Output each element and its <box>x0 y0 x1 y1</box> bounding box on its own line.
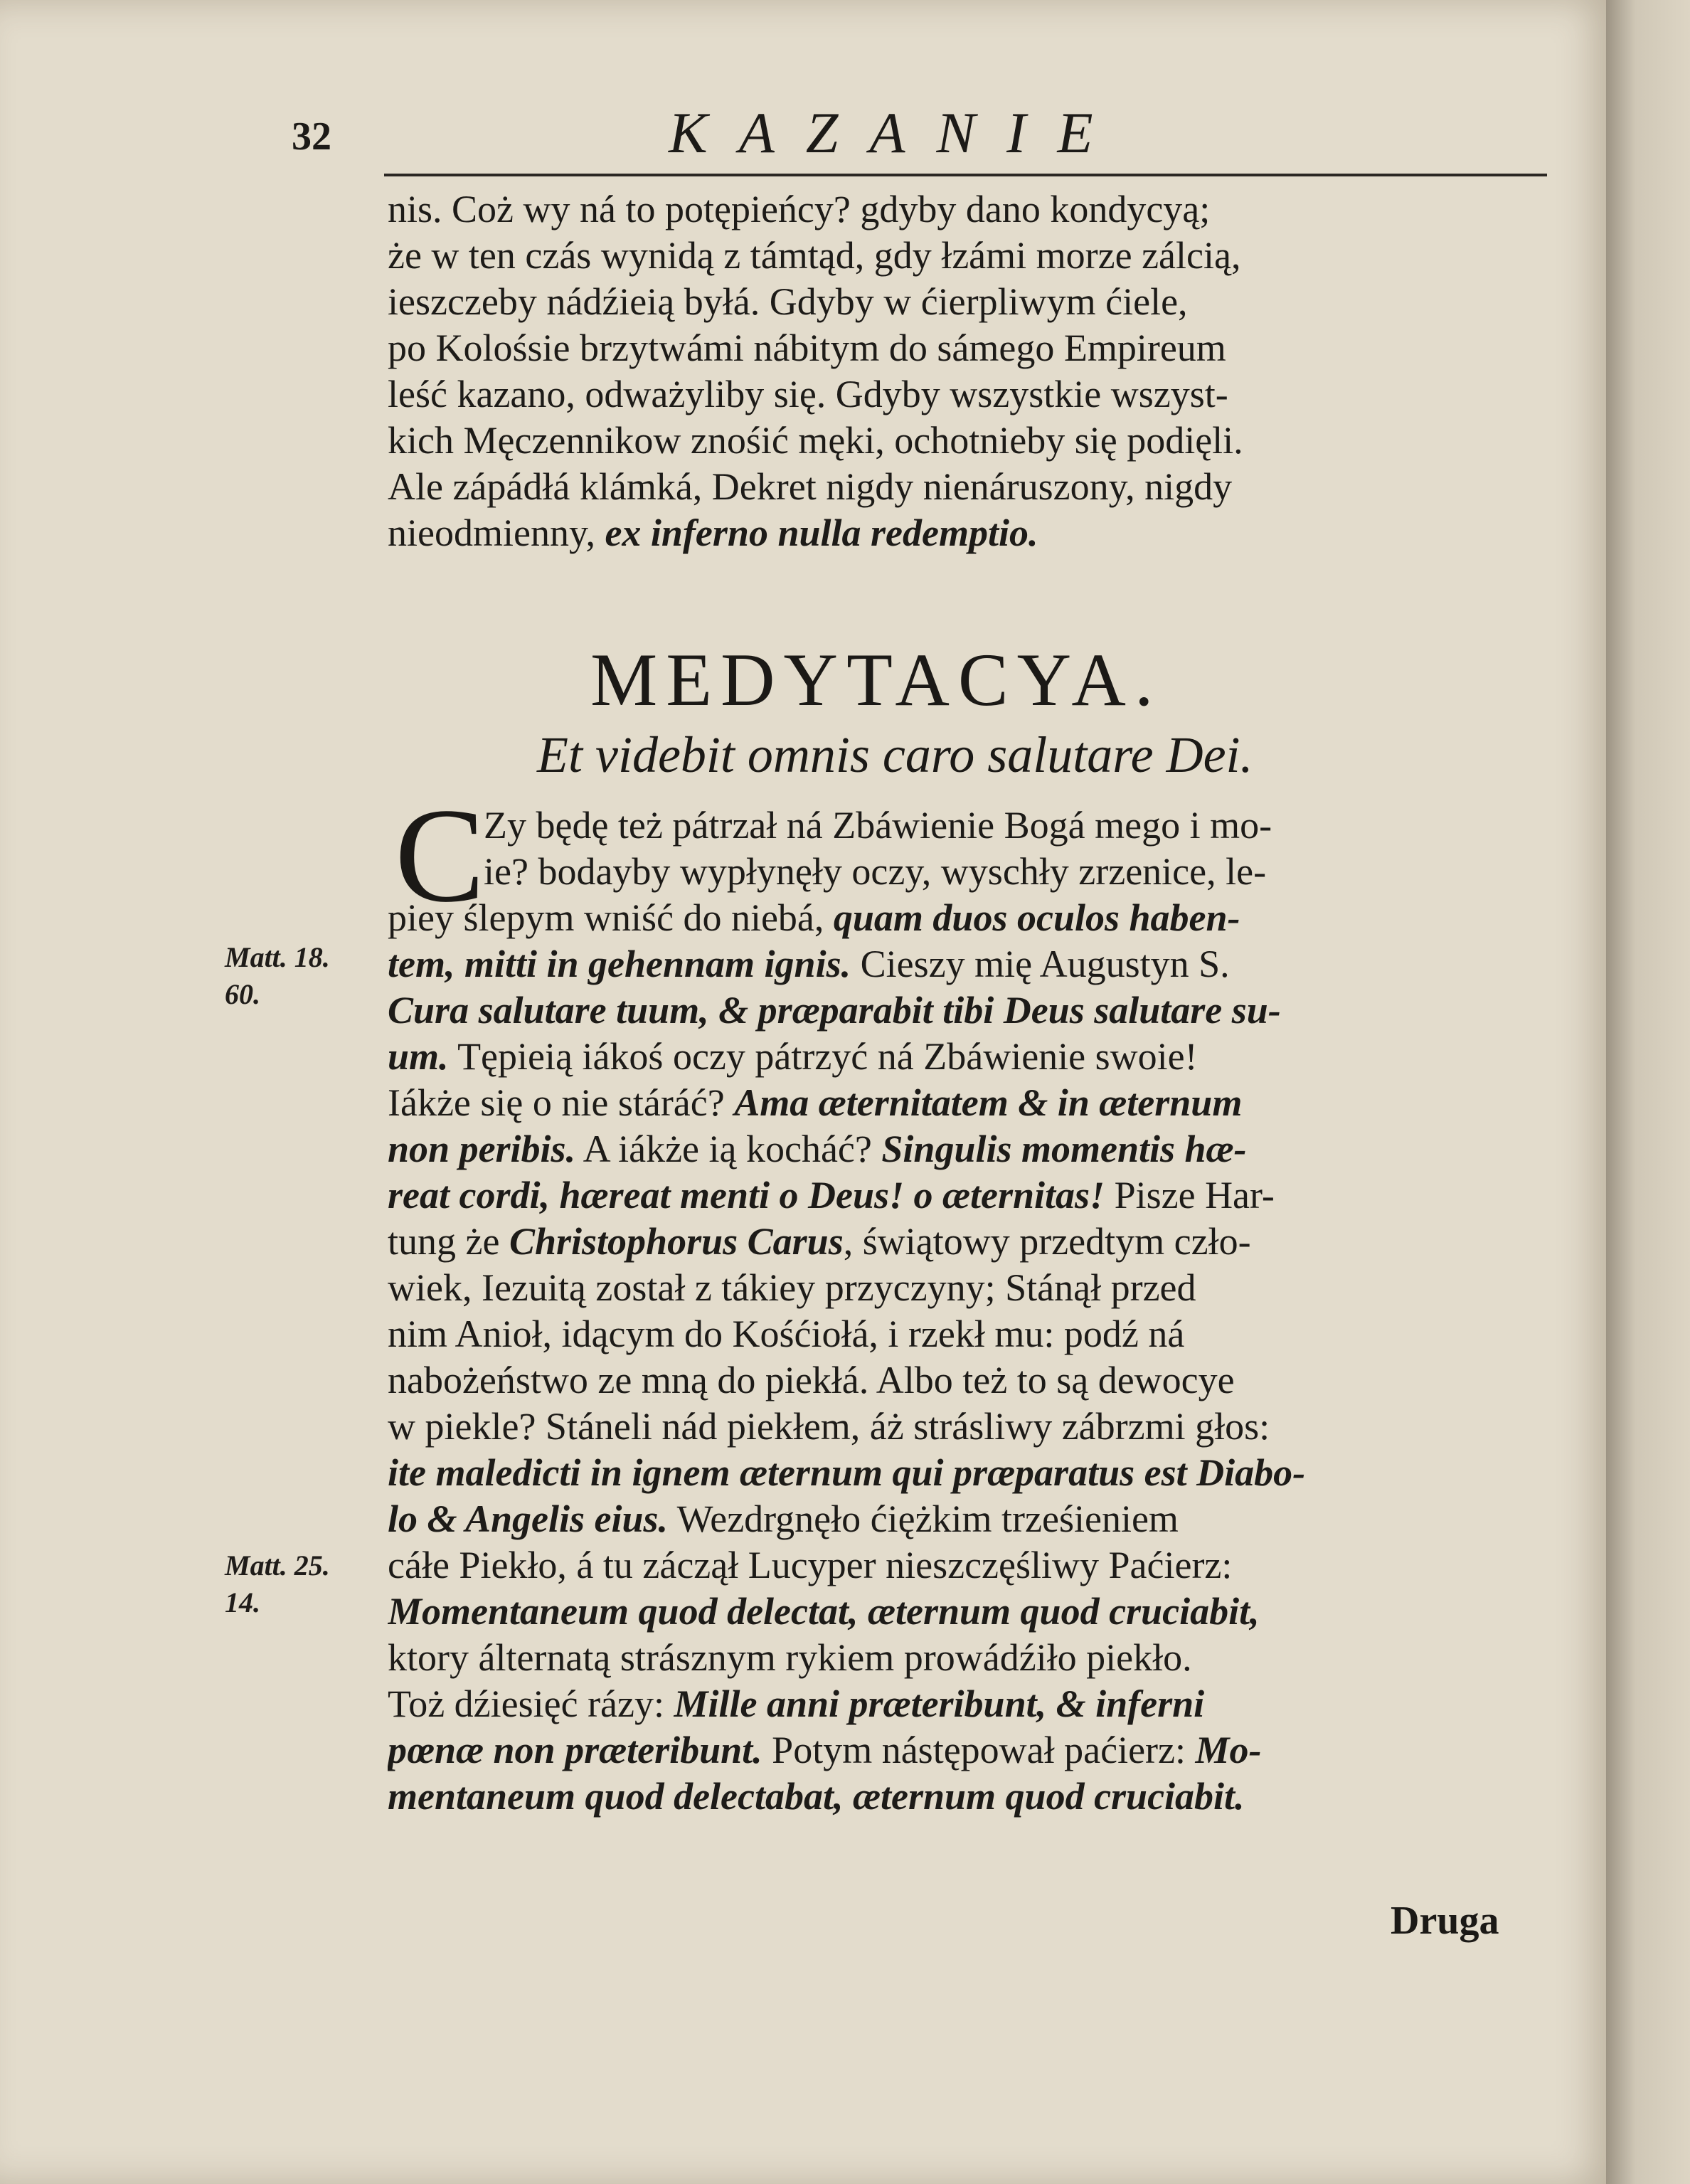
text-line: leść kazano, odważyliby się. Gdyby wszystkie wszyst- <box>388 373 1228 415</box>
margin-note-verse: 60. <box>225 978 260 1010</box>
text-line: Ale zápádłá klámká, Dekret nigdy nienáruszony, nigdy <box>388 465 1233 508</box>
text-line <box>388 1126 1554 1172</box>
meditation-body <box>388 895 1554 1820</box>
text-line <box>388 1681 1554 1727</box>
text-segment: tung że <box>388 1220 509 1263</box>
text-segment: nabożeństwo ze mną do piekłá. Albo też to są dewocye <box>388 1359 1235 1401</box>
text-line <box>388 987 1554 1034</box>
latin-quote: Mille anni præteribunt, & inferni <box>674 1682 1205 1725</box>
text-segment: Cieszy mię Augustyn S. <box>851 943 1230 985</box>
text-line <box>388 1635 1554 1681</box>
margin-note-ref: Matt. 18. <box>225 941 330 973</box>
margin-note-ref: Matt. 25. <box>225 1549 330 1581</box>
text-segment: ktory álternatą strásznym rykiem prowádźiło piekło. <box>388 1636 1192 1679</box>
latin-quote: Ama æternitatem & in æternum <box>734 1081 1243 1124</box>
text-line <box>388 1034 1554 1080</box>
text-line <box>388 941 1554 987</box>
text-segment: nieodmienny, <box>388 511 595 554</box>
text-line <box>388 895 1554 941</box>
latin-quote: ite maledicti in ignem æternum qui præparatus est Diabo- <box>388 1451 1306 1494</box>
header-rule <box>384 174 1547 176</box>
latin-quote: mentaneum quod delectabat, æternum quod cruciabit. <box>388 1775 1245 1818</box>
text-segment: Toż dźiesięć rázy: <box>388 1682 674 1725</box>
text-line: kich Męczennikow znośić męki, ochotnieby się podięli. <box>388 419 1243 462</box>
text-segment: Potym nástępował paćierz: <box>762 1729 1196 1771</box>
latin-quote: tem, mitti in gehennam ignis. <box>388 943 851 985</box>
section-title: MEDYTACYA. <box>590 638 1162 721</box>
drop-cap: C <box>395 781 485 931</box>
text-line <box>388 1404 1554 1450</box>
latin-quote: pœnæ non præteribunt. <box>388 1729 762 1771</box>
catchword: Druga <box>1391 1899 1499 1943</box>
text-line <box>388 1774 1554 1820</box>
text-segment: A iákże ią kocháć? <box>575 1128 882 1170</box>
latin-quote: ex inferno nulla redemptio. <box>605 511 1038 554</box>
text-segment: piey ślepym wniść do niebá, <box>388 896 834 939</box>
margin-note <box>225 1547 378 1621</box>
latin-quote: Singulis momentis hæ- <box>881 1128 1247 1170</box>
margin-note <box>225 939 378 1013</box>
text-line: Zy będę też pátrzał ná Zbáwienie Bogá mego i mo- <box>484 804 1272 847</box>
running-head: KAZANIE <box>669 100 1125 165</box>
text-line <box>388 1496 1554 1542</box>
page-number: 32 <box>292 115 331 159</box>
dropcap-lines <box>388 802 1554 895</box>
text-line <box>388 1542 1554 1589</box>
text-line <box>388 1311 1554 1357</box>
text-line <box>388 1589 1554 1635</box>
text-segment: Iákże się o nie stáráć? <box>388 1081 735 1124</box>
text-line <box>388 1219 1554 1265</box>
text-segment: Wezdrgnęło ćiężkim trześieniem <box>668 1497 1179 1540</box>
text-line <box>388 1265 1554 1311</box>
text-line <box>388 1080 1554 1126</box>
latin-quote: reat cordi, hæreat menti o Deus! o æternitas! <box>388 1174 1105 1216</box>
latin-quote: lo & Angelis eius. <box>388 1497 669 1540</box>
latin-quote: Mo- <box>1195 1729 1262 1771</box>
text-line: po Kolośsie brzytwámi nábitym do sámego Empireum <box>388 327 1226 369</box>
text-segment: wiek, Iezuitą został z tákiey przyczyny; Stánął przed <box>388 1266 1196 1309</box>
latin-quote: um. <box>388 1035 449 1078</box>
next-page-edge <box>1606 0 1690 2184</box>
text-line: ieszczeby nádźieią byłá. Gdyby w ćierpliwym ćiele, <box>388 280 1188 323</box>
text-line <box>388 1450 1554 1496</box>
text-line <box>388 1357 1554 1404</box>
text-line: ie? bodayby wypłynęły oczy, wyschły zrzenice, le- <box>484 850 1267 893</box>
text-segment: w piekle? Stáneli nád piekłem, áż strásliwy zábrzmi głos: <box>388 1405 1270 1448</box>
margin-note-verse: 14. <box>225 1586 260 1618</box>
text-line: że w ten czás wynidą z támtąd, gdy łzámi morze zálcią, <box>388 234 1241 277</box>
section-epigraph: Et videbit omnis caro salutare Dei. <box>537 726 1253 783</box>
latin-quote: Momentaneum quod delectat, æternum quod cruciabit, <box>388 1590 1260 1633</box>
latin-quote: quam duos oculos haben- <box>833 896 1240 939</box>
text-line <box>388 510 1554 556</box>
text-segment: cáłe Piekło, á tu záczął Lucyper nieszczęśliwy Paćierz: <box>388 1544 1233 1586</box>
text-segment: nim Anioł, idącym do Kośćiołá, i rzekł mu: podź ná <box>388 1313 1185 1355</box>
text-line <box>388 1172 1554 1219</box>
text-segment: Pisze Har- <box>1105 1174 1275 1216</box>
latin-quote: non peribis. <box>388 1128 576 1170</box>
text-line <box>388 1727 1554 1774</box>
text-segment: Tępieią iákoś oczy pátrzyć ná Zbáwienie swoie! <box>448 1035 1198 1078</box>
latin-quote: Cura salutare tuum, & præparabit tibi Deus salutare su- <box>388 989 1281 1032</box>
page-header <box>292 100 1558 164</box>
text-line: nis. Coż wy ná to potępieńcy? gdyby dano kondycyą; <box>388 188 1211 230</box>
opening-paragraph <box>388 186 1554 556</box>
text-segment: , świątowy przedtym czło- <box>843 1220 1251 1263</box>
latin-quote: Christophorus Carus <box>509 1220 844 1263</box>
